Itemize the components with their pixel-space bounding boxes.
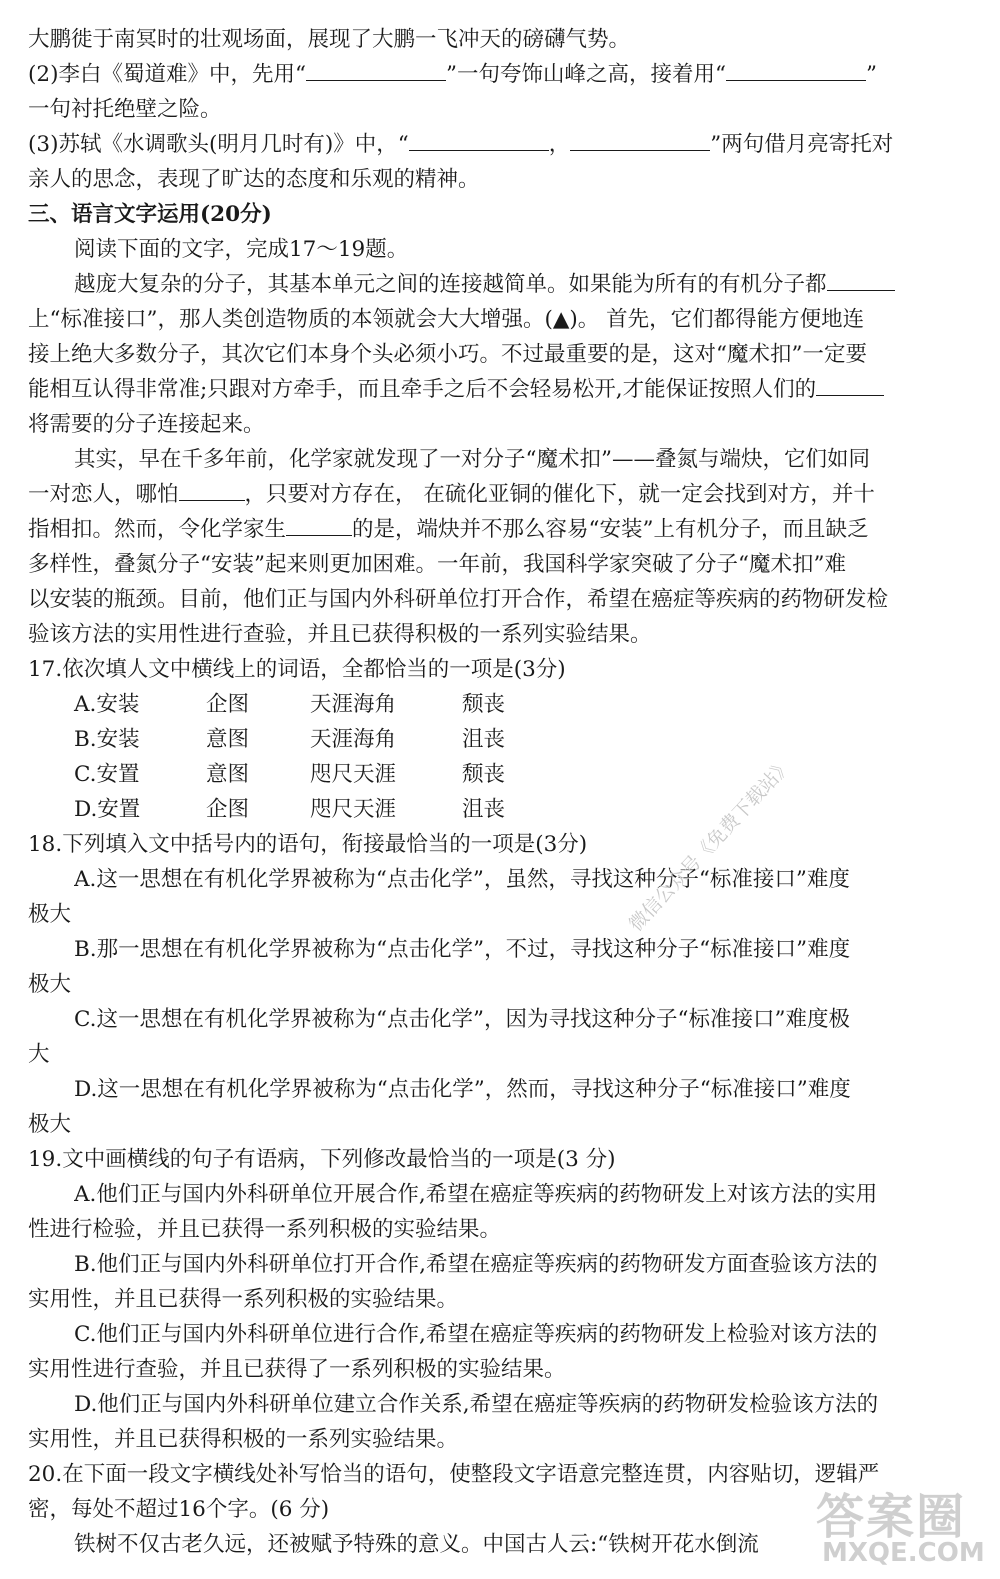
text-line: 指相扣。然而，令化学家生 的是，端炔并不那么容易“安装”上有机分子，而且缺乏 xyxy=(28,512,958,547)
text-line: 验该方法的实用性进行查验，并且已获得积极的一系列实验结果。 xyxy=(28,622,652,647)
text-line: 越庞大复杂的分子，其基本单元之间的连接越简单。如果能为所有的有机分子都 xyxy=(74,267,958,302)
q18-option-b: B.那一思想在有机化学界被称为“点击化学”，不过，寻找这种分子“标准接口”难度 xyxy=(74,937,851,962)
text-line: 阅读下面的文字，完成17～19题。 xyxy=(74,237,409,262)
answer-blank xyxy=(286,513,352,536)
text-line: 将需要的分子连接起来。 xyxy=(28,412,265,437)
q18-option-b-cont: 极大 xyxy=(28,972,72,997)
text-line: 能相互认得非常准;只跟对方牵手，而且牵手之后不会轻易松开,才能保证按照人们的 xyxy=(28,372,958,407)
text-line: 亲人的思念，表现了旷达的态度和乐观的精神。 xyxy=(28,167,480,192)
text-line: 接上绝大多数分子，其次它们本身个头必须小巧。不过最重要的是，这对“魔术扣”一定要 xyxy=(28,342,867,367)
text-line: (2)李白《蜀道难》中，先用“ ”一句夸饰山峰之高，接着用“ ” xyxy=(28,57,958,92)
logo-text: 答案圈 xyxy=(816,1489,967,1545)
question-20-stem-cont: 密，每处不超过16个字。(6 分) xyxy=(28,1497,330,1522)
watermark: 微信公众号《免费下载站》 xyxy=(624,753,797,936)
question-20-text: 铁树不仅古老久远，还被赋予特殊的意义。中国古人云:“铁树开花水倒流 xyxy=(74,1532,759,1557)
question-17-stem: 17.依次填人文中横线上的词语，全都恰当的一项是(3分) xyxy=(28,657,566,682)
q18-option-d-cont: 极大 xyxy=(28,1112,72,1137)
answer-blank xyxy=(306,58,446,81)
q19-option-b-cont: 实用性，并且已获得一系列积极的实验结果。 xyxy=(28,1287,459,1312)
answer-blank xyxy=(179,478,245,501)
question-18-stem: 18.下列填入文中括号内的语句，衔接最恰当的一项是(3分) xyxy=(28,832,588,857)
section-heading: 三、语言文字运用(20分) xyxy=(28,202,272,227)
logo-url: MXQE.COM xyxy=(822,1538,985,1568)
text-line: 一句衬托绝壁之险。 xyxy=(28,97,222,122)
answer-blank xyxy=(827,268,895,291)
q17-option-d: D.安置 企图 咫尺天涯 沮丧 xyxy=(74,797,506,822)
text-line: (3)苏轼《水调歌头(明月几时有)》中，“ ， ”两句借月亮寄托对 xyxy=(28,127,958,162)
q19-option-c: C.他们正与国内外科研单位进行合作,希望在癌症等疾病的药物研发上检验对该方法的 xyxy=(74,1322,878,1347)
question-20-stem: 20.在下面一段文字横线处补写恰当的语句，使整段文字语意完整连贯，内容贴切，逻辑严 xyxy=(28,1462,880,1487)
q19-option-a-cont: 性进行检验，并且已获得一系列积极的实验结果。 xyxy=(28,1217,502,1242)
answer-blank xyxy=(409,128,549,151)
q19-option-a: A.他们正与国内外科研单位开展合作,希望在癌症等疾病的药物研发上对该方法的实用 xyxy=(74,1182,878,1207)
text-line: 大鹏徙于南冥时的壮观场面，展现了大鹏一飞冲天的磅礴气势。 xyxy=(28,27,631,52)
q17-option-c: C.安置 意图 咫尺天涯 颓丧 xyxy=(74,762,506,787)
text-line: 一对恋人，哪怕 ，只要对方存在， 在硫化亚铜的催化下，就一定会找到对方，并十 xyxy=(28,477,958,512)
q18-option-a: A.这一思想在有机化学界被称为“点击化学”，虽然，寻找这种分子“标准接口”难度 xyxy=(74,867,850,892)
answer-blank xyxy=(816,373,884,396)
q19-option-d: D.他们正与国内外科研单位建立合作关系,希望在癌症等疾病的药物研发检验该方法的 xyxy=(74,1392,879,1417)
text-line: 以安装的瓶颈。目前，他们正与国内外科研单位打开合作，希望在癌症等疾病的药物研发检 xyxy=(28,587,889,612)
q17-option-a: A.安装 企图 天涯海角 颓丧 xyxy=(74,692,506,717)
q19-option-d-cont: 实用性，并且已获得积极的一系列实验结果。 xyxy=(28,1427,459,1452)
q18-option-c-cont: 大 xyxy=(28,1042,50,1067)
site-logo xyxy=(808,1478,988,1576)
text-line: 上“标准接口”，那人类创造物质的本领就会大大增强。(▲)。 首先，它们都得能方便地连 xyxy=(28,307,865,332)
text-line: 多样性，叠氮分子“安装”起来则更加困难。一年前，我国科学家突破了分子“魔术扣”难 xyxy=(28,552,846,577)
q19-option-c-cont: 实用性进行查验，并且已获得了一系列积极的实验结果。 xyxy=(28,1357,566,1382)
text-line: 其实，早在千多年前，化学家就发现了一对分子“魔术扣”——叠氮与端炔，它们如同 xyxy=(74,447,870,472)
q18-option-a-cont: 极大 xyxy=(28,902,72,927)
answer-blank xyxy=(726,58,866,81)
q18-option-c: C.这一思想在有机化学界被称为“点击化学”，因为寻找这种分子“标准接口”难度极 xyxy=(74,1007,850,1032)
q17-option-b: B.安装 意图 天涯海角 沮丧 xyxy=(74,727,506,752)
q19-option-b: B.他们正与国内外科研单位打开合作,希望在癌症等疾病的药物研发方面查验该方法的 xyxy=(74,1252,878,1277)
q18-option-d: D.这一思想在有机化学界被称为“点击化学”，然而，寻找这种分子“标准接口”难度 xyxy=(74,1077,851,1102)
question-19-stem: 19.文中画横线的句子有语病，下列修改最恰当的一项是(3 分) xyxy=(28,1147,616,1172)
answer-blank xyxy=(570,128,710,151)
